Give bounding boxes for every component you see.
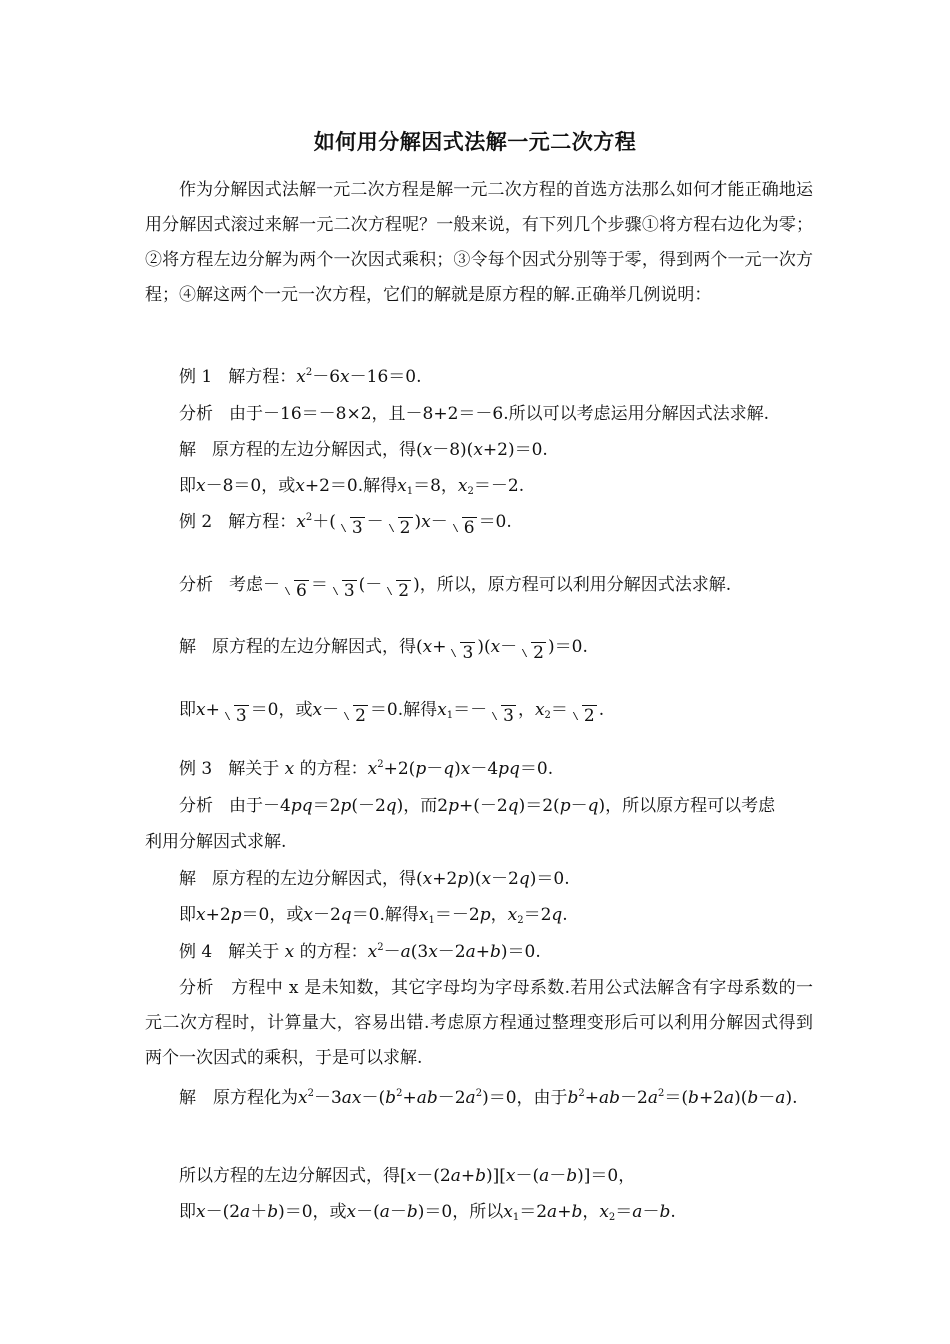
example-3-problem: 例 3 解关于 x 的方程：$x^2+2(p-q)x-4pq=0$. — [179, 759, 554, 779]
sqrt-3: 3 — [338, 515, 365, 541]
example-1-solution: 解 原方程的左边分解因式，得(x－8)(x+2)＝0. — [179, 440, 548, 460]
sqrt-6: 6 — [450, 515, 477, 541]
example-4-factor: 所以方程的左边分解因式，得[x－(2a+b)][x－(a－b)]＝0， — [179, 1166, 636, 1186]
solution-label: 解 — [179, 1088, 196, 1108]
example-2-problem: 例 2 解方程：$x^2+$( 3 － 2 )x－ 6 ＝0. — [179, 509, 879, 535]
example-label: 例 1 — [179, 367, 213, 387]
example-3-solution: 解 原方程的左边分解因式，得(x+2p)(x－2q)＝0. — [179, 869, 570, 889]
example-4-problem: 例 4 解关于 x 的方程：$x^2-a(3x-2a+b)=0$. — [179, 942, 541, 962]
example-2-result: 即x+ 3 ＝0，或x－ 2 ＝0.解得$x_1=- 3$ ，$x_2= 2$ . — [179, 697, 879, 723]
intro-paragraph: 作为分解因式法解一元二次方程是解一元二次方程的首选方法那么如何才能正确地运用分解因式滚过来解一元二次方程呢？一般来说，有下列几个步骤①将方程右边化为零；②将方程左边分解为两个一次因式乘积；③令每个因式分别等于零，得到两个一元一次方程；④解这两个一元一次方程，它们的解就是原方程的解.正确举几例说明： — [145, 180, 813, 305]
example-1-analysis: 分析 由于－16＝－8×2，且－8+2＝－6.所以可以考虑运用分解因式法求解. — [179, 404, 770, 424]
example-3-analysis: 分析 由于－4pq＝2p(－2q)，而2p+(－2q)＝2(p－q)，所以原方程可以考虑 — [179, 796, 776, 816]
example-label: 例 4 — [179, 942, 213, 962]
analysis-label: 分析 — [179, 404, 213, 424]
example-1-problem: 例 1 解方程：$x^2-6x-16=0$. — [179, 367, 422, 387]
example-3-analysis-cont: 利用分解因式求解. — [145, 832, 287, 852]
solution-label: 解 — [179, 869, 196, 889]
solution-label: 解 — [179, 440, 196, 460]
document-title: 如何用分解因式法解一元二次方程 — [313, 129, 637, 154]
example-label: 例 3 — [179, 759, 213, 779]
example-2-solution: 解 原方程的左边分解因式，得(x+ 3 )(x－ 2 )＝0. — [179, 634, 879, 660]
analysis-label: 分析 — [179, 978, 214, 998]
example-4-result: 即x－(2a＋b)＝0，或x－(a－b)＝0，所以$x_1=2a+b$，$x_2=a-b$. — [179, 1202, 676, 1223]
example-label: 例 2 — [179, 512, 213, 532]
example-4-solution: 解 原方程化为$x^2-3ax-(b^2+ab-2a^2)=0$，由于$b^2+ab-2a^2=(b+2a)(b-a)$. — [179, 1088, 798, 1108]
solution-label: 解 — [179, 637, 196, 657]
example-1-result: 即x－8＝0，或x+2＝0.解得$x_1=8$，$x_2=-2$. — [179, 476, 525, 497]
sqrt-2: 2 — [386, 515, 413, 541]
example-2-analysis: 分析 考虑－ 6 ＝ 3 (－ 2 )，所以，原方程可以利用分解因式法求解. — [179, 572, 879, 598]
example-4-analysis: 分析 方程中 x 是未知数，其它字母均为字母系数.若用公式法解含有字母系数的一元二次方程时，计算量大，容易出错.考虑原方程通过整理变形后可以利用分解因式得到两个一次因式的乘积，于是可以求解. — [145, 978, 813, 1068]
analysis-label: 分析 — [179, 796, 213, 816]
analysis-label: 分析 — [179, 575, 213, 595]
example-3-result: 即x+2p＝0，或x－2q＝0.解得$x_1=-2p$，$x_2=2q$. — [179, 905, 568, 926]
